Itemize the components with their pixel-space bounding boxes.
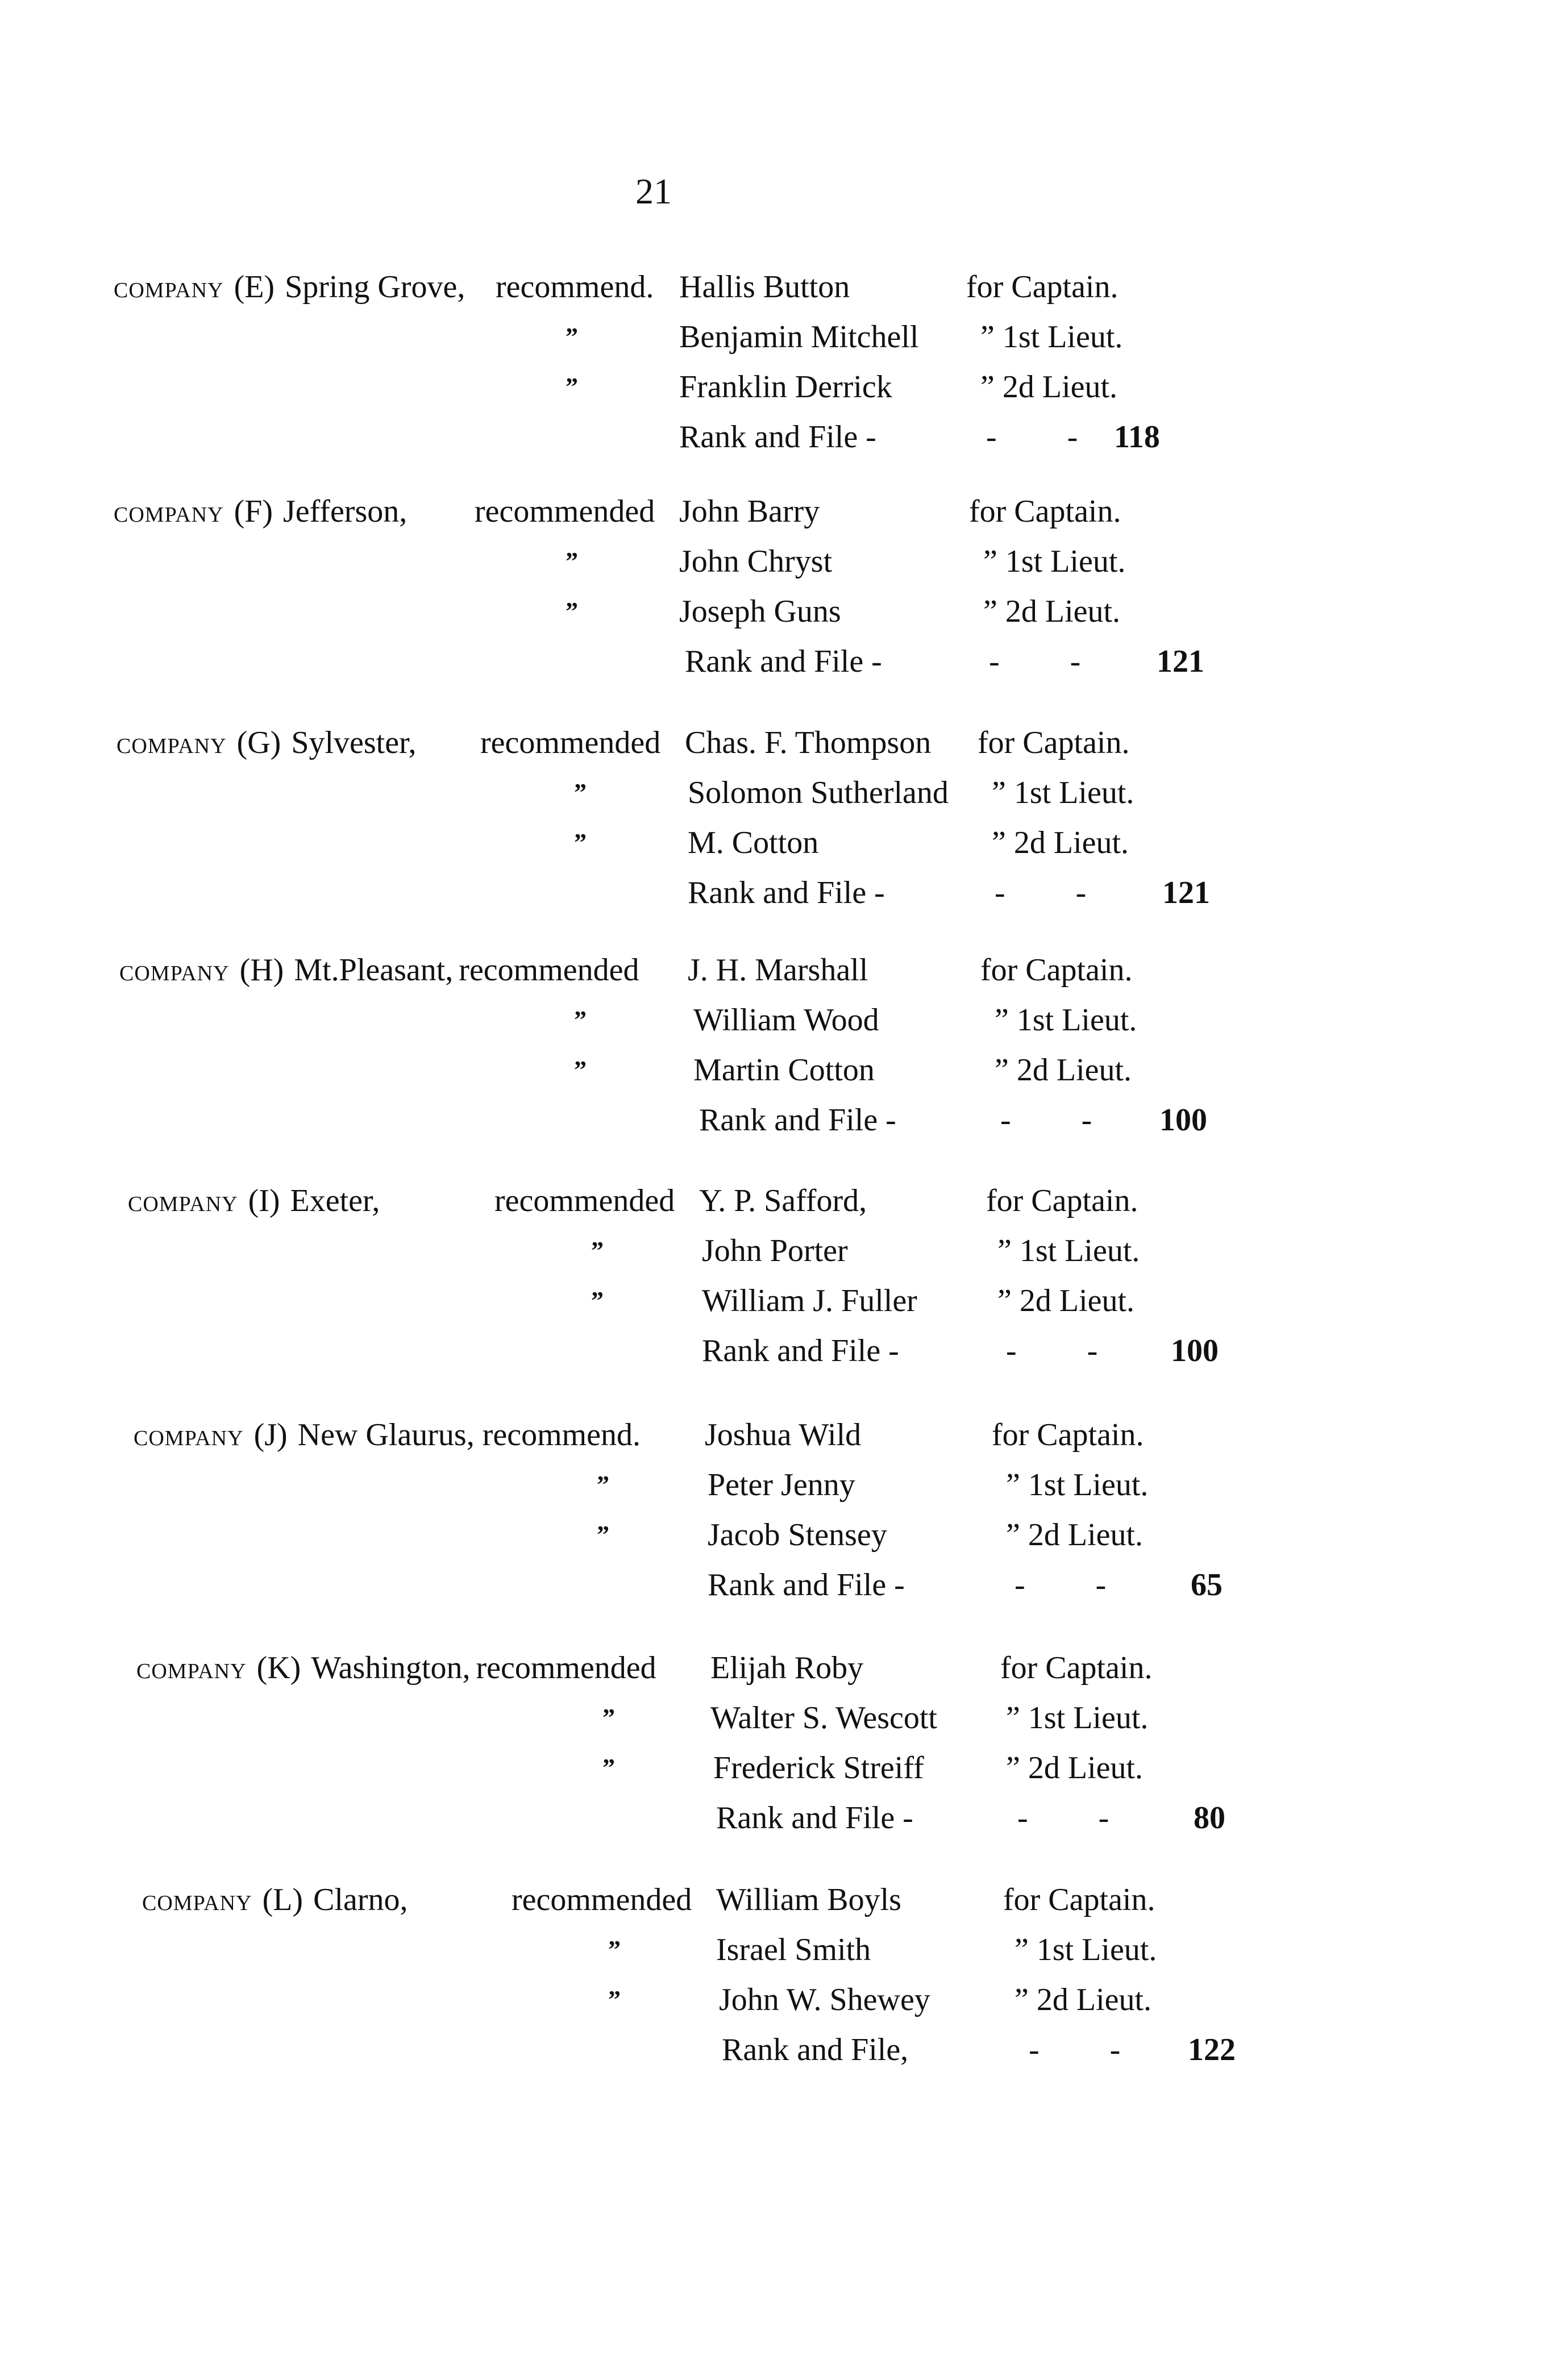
ditto-mark: ”: [591, 1237, 604, 1264]
rank-and-file-label: Rank and File -: [688, 875, 885, 910]
ditto-mark: ”: [602, 1754, 615, 1782]
ditto-mark: ”: [566, 373, 578, 401]
ditto-mark: ”: [566, 597, 578, 625]
ditto-mark: ”: [591, 1287, 604, 1314]
company-letter: (F): [234, 494, 273, 529]
company-label: COMPANY: [128, 1192, 238, 1216]
recommend-word: recommended: [475, 494, 655, 529]
rank-and-file-label: Rank and File -: [679, 419, 876, 455]
ditto-mark: ”: [574, 829, 587, 856]
captain-role: for Captain.: [1003, 1882, 1155, 1917]
second-lieut-role: ” 2d Lieut.: [995, 1052, 1132, 1088]
leader-dashes: - -: [1029, 2032, 1121, 2067]
captain-role: for Captain.: [986, 1183, 1138, 1218]
rank-and-file-count: 65: [1191, 1567, 1223, 1603]
first-lieut-name: Israel Smith: [716, 1932, 871, 1967]
page-number: 21: [635, 171, 672, 211]
company-heading: [136, 1648, 656, 1691]
first-lieut-name: Benjamin Mitchell: [679, 319, 919, 355]
ditto-mark: ”: [574, 779, 587, 806]
first-lieut-name: John Chryst: [679, 544, 833, 579]
company-place: Exeter,: [290, 1183, 380, 1218]
captain-role: for Captain.: [992, 1417, 1144, 1453]
company-letter: (J): [253, 1417, 288, 1453]
first-lieut-role: ” 1st Lieut.: [992, 775, 1134, 810]
second-lieut-role: ” 2d Lieut.: [1015, 1982, 1152, 2017]
rank-and-file-label: Rank and File,: [722, 2032, 909, 2067]
second-lieut-name: Martin Cotton: [693, 1052, 875, 1088]
company-label: COMPANY: [114, 503, 224, 527]
recommend-word: recommended: [512, 1882, 692, 1917]
company-place: Spring Grove,: [285, 269, 465, 305]
captain-name: Chas. F. Thompson: [685, 725, 932, 760]
recommend-word: recommended: [459, 952, 639, 988]
rank-and-file-count: 121: [1162, 875, 1210, 910]
leader-dashes: - -: [995, 875, 1087, 910]
company-letter: (E): [234, 269, 275, 305]
leader-dashes: - -: [1000, 1102, 1092, 1138]
second-lieut-role: ” 2d Lieut.: [1006, 1750, 1144, 1786]
rank-and-file-count: 100: [1159, 1102, 1207, 1138]
first-lieut-role: ” 1st Lieut.: [1006, 1700, 1149, 1736]
leader-dashes: - -: [989, 644, 1081, 679]
company-label: COMPANY: [117, 734, 227, 758]
ditto-mark: ”: [597, 1471, 609, 1499]
captain-name: Hallis Button: [679, 269, 850, 305]
company-place: Sylvester,: [291, 725, 417, 760]
ditto-mark: ”: [566, 323, 578, 351]
second-lieut-role: ” 2d Lieut.: [983, 594, 1121, 629]
first-lieut-name: Peter Jenny: [708, 1467, 855, 1503]
company-heading: [117, 723, 416, 766]
captain-name: John Barry: [679, 494, 820, 529]
rank-and-file-count: 118: [1114, 419, 1160, 455]
captain-name: Y. P. Safford,: [699, 1183, 867, 1218]
captain-name: Elijah Roby: [710, 1650, 864, 1686]
first-lieut-role: ” 1st Lieut.: [983, 544, 1126, 579]
second-lieut-name: Franklin Derrick: [679, 369, 892, 405]
captain-name: Joshua Wild: [705, 1417, 862, 1453]
second-lieut-role: ” 2d Lieut.: [992, 825, 1129, 860]
second-lieut-role: ” 2d Lieut.: [1006, 1517, 1144, 1553]
company-place: Clarno,: [313, 1882, 408, 1917]
recommend-word: recommended: [494, 1183, 675, 1218]
captain-role: for Captain.: [980, 952, 1133, 988]
rank-and-file-label: Rank and File -: [716, 1800, 913, 1836]
ditto-mark: ”: [574, 1006, 587, 1034]
first-lieut-name: Solomon Sutherland: [688, 775, 949, 810]
first-lieut-name: John Porter: [702, 1233, 848, 1268]
captain-role: for Captain.: [978, 725, 1130, 760]
company-heading: [119, 950, 639, 993]
company-heading: [134, 1415, 641, 1458]
company-label: COMPANY: [142, 1891, 252, 1915]
leader-dashes: - -: [1017, 1800, 1109, 1836]
second-lieut-name: Jacob Stensey: [708, 1517, 887, 1553]
company-label: COMPANY: [114, 278, 224, 302]
first-lieut-role: ” 1st Lieut.: [980, 319, 1123, 355]
rank-and-file-label: Rank and File -: [708, 1567, 905, 1603]
ditto-mark: ”: [597, 1521, 609, 1549]
first-lieut-role: ” 1st Lieut.: [995, 1002, 1137, 1038]
company-place: Jefferson,: [283, 494, 408, 529]
leader-dashes: - -: [1015, 1567, 1107, 1603]
company-label: COMPANY: [134, 1426, 244, 1450]
first-lieut-name: Walter S. Wescott: [710, 1700, 937, 1736]
leader-dashes: - -: [1006, 1333, 1098, 1368]
leader-dashes: - -: [986, 419, 1078, 455]
company-entry-l: [142, 1880, 1449, 2198]
company-letter: (L): [262, 1882, 303, 1917]
recommend-word: recommend.: [482, 1417, 641, 1453]
captain-role: for Captain.: [1000, 1650, 1153, 1686]
first-lieut-role: ” 1st Lieut.: [1006, 1467, 1149, 1503]
company-label: COMPANY: [136, 1659, 247, 1683]
company-letter: (G): [236, 725, 281, 760]
first-lieut-role: ” 1st Lieut.: [1015, 1932, 1157, 1967]
rank-and-file-label: Rank and File -: [685, 644, 882, 679]
rank-and-file-label: Rank and File -: [702, 1333, 899, 1368]
second-lieut-role: ” 2d Lieut.: [997, 1283, 1135, 1318]
company-letter: (K): [256, 1650, 301, 1686]
company-heading: [114, 492, 407, 535]
first-lieut-role: ” 1st Lieut.: [997, 1233, 1140, 1268]
ditto-mark: ”: [566, 547, 578, 575]
rank-and-file-count: 80: [1194, 1800, 1225, 1836]
company-heading: [142, 1880, 408, 1923]
ditto-mark: ”: [608, 1986, 621, 2013]
second-lieut-name: M. Cotton: [688, 825, 819, 860]
recommend-word: recommend.: [496, 269, 654, 305]
second-lieut-role: ” 2d Lieut.: [980, 369, 1118, 405]
recommend-word: recommended: [480, 725, 661, 760]
second-lieut-name: William J. Fuller: [702, 1283, 917, 1318]
captain-role: for Captain.: [966, 269, 1119, 305]
company-letter: (H): [239, 952, 284, 988]
second-lieut-name: Joseph Guns: [679, 594, 841, 629]
ditto-mark: ”: [602, 1704, 615, 1732]
rank-and-file-count: 121: [1157, 644, 1204, 679]
first-lieut-name: William Wood: [693, 1002, 879, 1038]
captain-role: for Captain.: [969, 494, 1121, 529]
captain-name: J. H. Marshall: [688, 952, 868, 988]
company-heading: [128, 1181, 380, 1224]
ditto-mark: ”: [574, 1056, 587, 1084]
company-place: New Glaurus,: [297, 1417, 475, 1453]
rank-and-file-count: 100: [1171, 1333, 1219, 1368]
company-letter: (I): [248, 1183, 280, 1218]
recommend-word: recommended: [476, 1650, 656, 1686]
rank-and-file-count: 122: [1188, 2032, 1236, 2067]
second-lieut-name: John W. Shewey: [719, 1982, 930, 2017]
company-heading: [114, 267, 465, 310]
company-place: Mt.Pleasant,: [294, 952, 454, 988]
captain-name: William Boyls: [716, 1882, 901, 1917]
rank-and-file-label: Rank and File -: [699, 1102, 896, 1138]
company-place: Washington,: [311, 1650, 471, 1686]
second-lieut-name: Frederick Streiff: [713, 1750, 924, 1786]
ditto-mark: ”: [608, 1936, 621, 1963]
company-label: COMPANY: [119, 962, 230, 985]
